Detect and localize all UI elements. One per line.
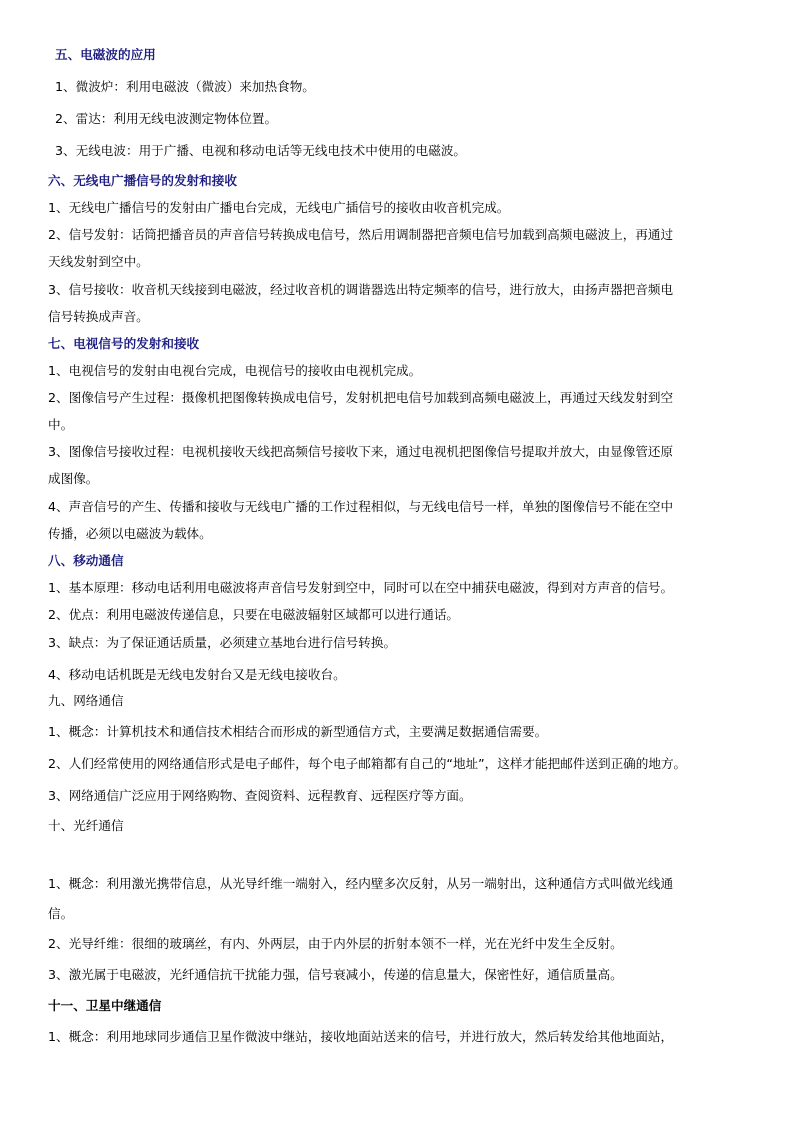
section-7-line-4: 3、图像信号接收过程：电视机接收天线把高频信号接收下来，通过电视机把图像信号提取并放大，由显像管还原 — [48, 444, 674, 459]
section-heading-7: 七、电视信号的发射和接收 — [48, 336, 200, 351]
section-8-line-1: 1、基本原理：移动电话利用电磁波将声音信号发射到空中，同时可以在空中捕获电磁波，得到对方声音的信号。 — [48, 580, 674, 595]
section-10-line-1: 1、概念：利用激光携带信息，从光导纤维一端射入，经内壁多次反射，从另一端射出，这种通信方式叫做光线通 — [48, 876, 674, 891]
section-7-line-3: 中。 — [48, 417, 74, 432]
section-6-line-5: 信号转换成声音。 — [48, 309, 149, 324]
section-7-line-2: 2、图像信号产生过程：摄像机把图像转换成电信号，发射机把电信号加载到高频电磁波上，再通过天线发射到空 — [48, 390, 674, 405]
section-8-line-3: 3、缺点：为了保证通话质量，必须建立基地台进行信号转换。 — [48, 635, 397, 650]
section-5-line-3: 3、无线电波：用于广播、电视和移动电话等无线电技术中使用的电磁波。 — [55, 143, 467, 158]
section-7-line-1: 1、电视信号的发射由电视台完成，电视信号的接收由电视机完成。 — [48, 363, 422, 378]
section-heading-8: 八、移动通信 — [48, 553, 124, 568]
section-10-line-2: 信。 — [48, 906, 74, 921]
section-11-line-1: 1、概念：利用地球同步通信卫星作微波中继站，接收地面站送来的信号，并进行放大，然后转发给其他地面站， — [48, 1029, 674, 1044]
section-6-line-1: 1、无线电广播信号的发射由广播电台完成，无线电广插信号的接收由收音机完成。 — [48, 200, 510, 215]
section-10-line-3: 2、光导纤维：很细的玻璃丝，有内、外两层，由于内外层的折射本领不一样，光在光纤中发生全反射。 — [48, 936, 623, 951]
section-10-line-4: 3、激光属于电磁波，光纤通信抗干扰能力强，信号衰减小，传递的信息量大，保密性好，通信质量高。 — [48, 967, 623, 982]
section-9-line-3: 3、网络通信广泛应用于网络购物、查阅资料、远程教育、远程医疗等方面。 — [48, 788, 472, 803]
section-8-line-4: 4、移动电话机既是无线电发射台又是无线电接收台。 — [48, 667, 346, 682]
section-heading-9: 九、网络通信 — [48, 693, 124, 708]
section-heading-10: 十、光纤通信 — [48, 818, 124, 833]
section-5-line-2: 2、雷达：利用无线电波测定物体位置。 — [55, 111, 278, 126]
section-7-line-6: 4、声音信号的产生、传播和接收与无线电广播的工作过程相似，与无线电信号一样，单独的图像信号不能在空中 — [48, 499, 674, 514]
section-7-line-5: 成图像。 — [48, 471, 99, 486]
section-heading-6: 六、无线电广播信号的发射和接收 — [48, 173, 237, 188]
section-8-line-2: 2、优点：利用电磁波传递信息，只要在电磁波辐射区域都可以进行通话。 — [48, 607, 460, 622]
section-9-line-1: 1、概念：计算机技术和通信技术相结合而形成的新型通信方式，主要满足数据通信需要。 — [48, 724, 548, 739]
section-6-line-3: 天线发射到空中。 — [48, 254, 149, 269]
section-6-line-4: 3、信号接收：收音机天线接到电磁波，经过收音机的调谐器选出特定频率的信号，进行放大，由扬声器把音频电 — [48, 282, 674, 297]
section-6-line-2: 2、信号发射：话筒把播音员的声音信号转换成电信号，然后用调制器把音频电信号加载到高频电磁波上，再通过 — [48, 227, 674, 242]
section-5-line-1: 1、微波炉：利用电磁波（微波）来加热食物。 — [55, 79, 315, 94]
section-heading-11: 十一、卫星中继通信 — [48, 998, 162, 1013]
section-7-line-7: 传播，必须以电磁波为载体。 — [48, 526, 212, 541]
section-heading-5: 五、电磁波的应用 — [55, 47, 156, 62]
section-9-line-2: 2、人们经常使用的网络通信形式是电子邮件，每个电子邮箱都有自己的“地址”，这样才能把邮件送到正确的地方。 — [48, 756, 687, 771]
